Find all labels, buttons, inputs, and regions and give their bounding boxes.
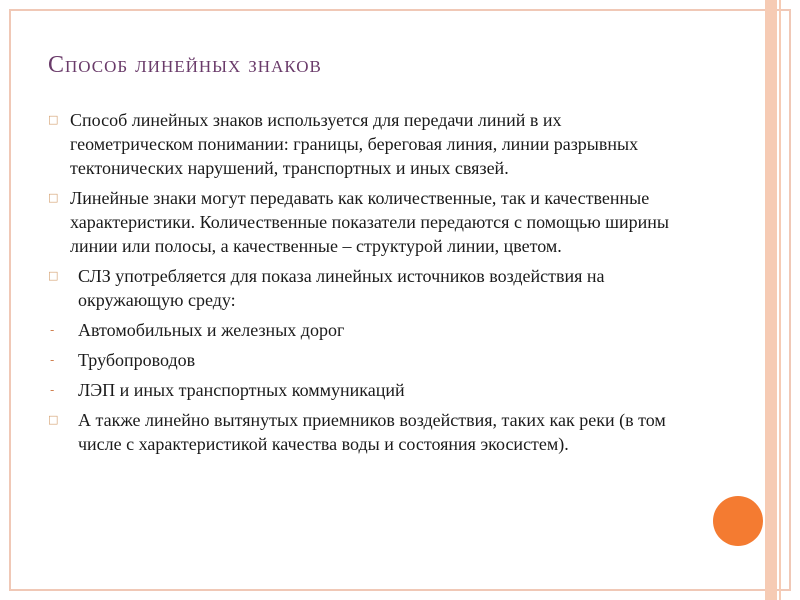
sub-bullet-item (48, 318, 688, 342)
bullet-item (48, 108, 688, 180)
sub-bullet-item (48, 348, 688, 372)
side-accent-line (779, 0, 781, 600)
bullet-text: Линейные знаки могут передавать как количественные, так и качественные характеристики. Количественные показатели передаются с помощью ширины линии или полосы, а качественные – структурой линии, цветом. (70, 188, 669, 256)
decorative-dot (713, 496, 763, 546)
bullet-square-icon: □ (48, 413, 59, 426)
bullet-list (48, 108, 688, 462)
bullet-text: А также линейно вытянутых приемников воздействия, таких как реки (в том числе с характеристикой качества воды и состояния экосистем). (78, 410, 666, 454)
bullet-text: Трубопроводов (78, 350, 196, 370)
bullet-item (48, 408, 688, 456)
bullet-item (48, 264, 688, 312)
bullet-text: Способ линейных знаков используется для передачи линий в их геометрическом понимании: границы, береговая линия, линии разрывных тектонических нарушений, транспортных и иных связей. (70, 110, 639, 178)
bullet-square-icon: □ (48, 269, 59, 282)
sub-bullet-item (48, 378, 688, 402)
bullet-text: СЛЗ употребляется для показа линейных источников воздействия на окружающую среду: (78, 266, 605, 310)
dash-icon: - (50, 383, 55, 397)
bullet-square-icon: □ (48, 113, 59, 126)
side-accent-band (765, 0, 777, 600)
bullet-item (48, 186, 688, 258)
dash-icon: - (50, 353, 55, 367)
bullet-square-icon: □ (48, 191, 59, 204)
bullet-text: ЛЭП и иных транспортных коммуникаций (78, 380, 405, 400)
dash-icon: - (50, 323, 55, 337)
bullet-text: Автомобильных и железных дорог (78, 320, 345, 340)
slide-title: Способ линейных знаков (48, 52, 322, 78)
